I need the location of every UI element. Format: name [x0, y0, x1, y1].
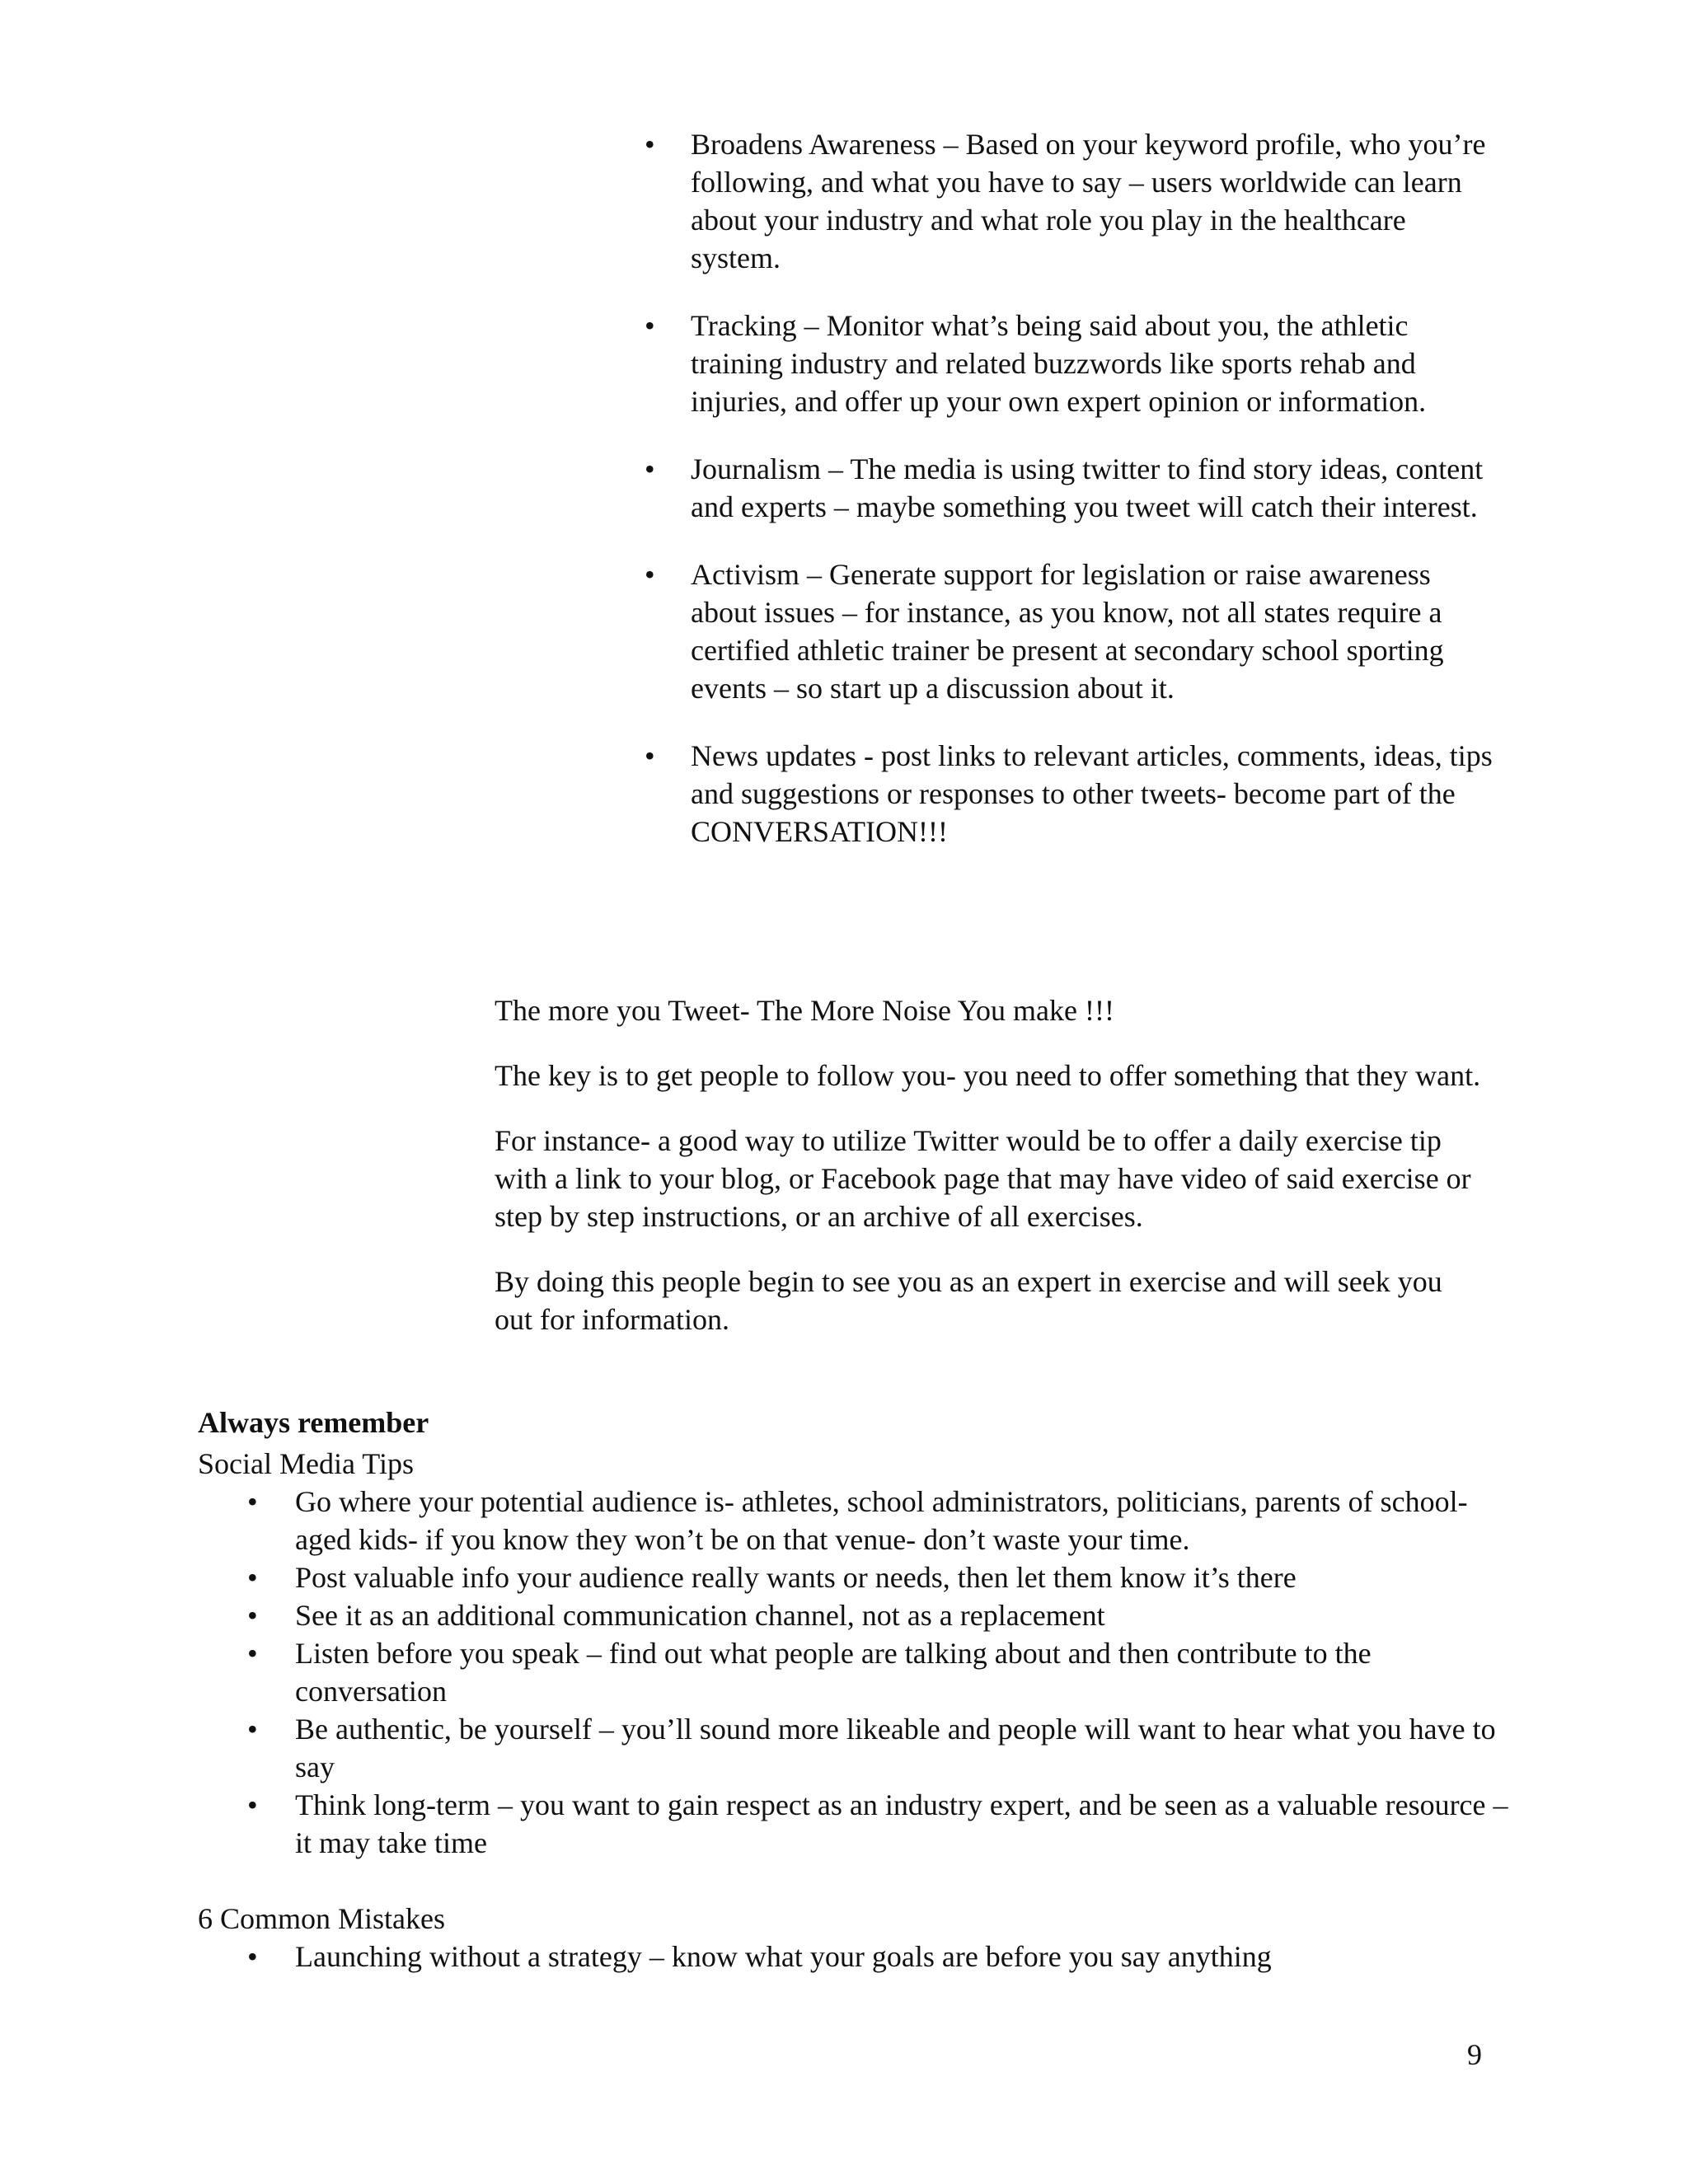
list-item-text: Activism – Generate support for legislation or raise awareness about issues – for instance, as you know, not all states require a certified athletic trainer be present at secondary school sporting events – so start up a discussion about it.	[691, 558, 1444, 705]
bullet-icon: •	[645, 128, 655, 161]
bullet-icon: •	[645, 558, 655, 591]
bullet-icon: •	[645, 309, 655, 342]
list-item	[198, 1558, 1517, 1596]
bullet-icon: •	[247, 1485, 258, 1518]
list-item-text: Think long-term – you want to gain respect as an industry expert, and be seen as a valuable resource – it may take time	[295, 1788, 1508, 1859]
social-media-tips-list	[198, 1483, 1517, 1862]
bullet-icon: •	[247, 1599, 258, 1632]
list-item	[635, 555, 1500, 707]
list-item	[198, 1938, 1517, 1975]
paragraph: For instance- a good way to utilize Twitter would be to offer a daily exercise tip with a link to your blog, or Facebook page that may have video of said exercise or step by step instructions, or an archive of all exercises.	[495, 1124, 1471, 1233]
bullet-icon: •	[247, 1561, 258, 1594]
list-item	[635, 125, 1500, 277]
list-item-text: News updates - post links to relevant articles, comments, ideas, tips and suggestions or responses to other tweets- become part of the CONVERSATION!!!	[691, 739, 1493, 848]
paragraph: The key is to get people to follow you- you need to offer something that they want.	[495, 1059, 1481, 1092]
list-item	[635, 737, 1500, 851]
list-item	[198, 1483, 1517, 1558]
common-mistakes-list	[198, 1938, 1517, 1975]
list-item	[198, 1710, 1517, 1786]
list-item-text: Be authentic, be yourself – you’ll sound more likeable and people will want to hear what you have to say	[295, 1713, 1496, 1783]
bullet-icon: •	[247, 1940, 258, 1973]
body-paragraphs	[495, 991, 1484, 1366]
list-item	[635, 450, 1500, 526]
bullet-icon: •	[645, 739, 655, 772]
paragraph: The more you Tweet- The More Noise You make !!!	[495, 994, 1114, 1027]
list-item-text: Launching without a strategy – know what your goals are before you say anything	[295, 1940, 1272, 1973]
bullet-icon: •	[247, 1788, 258, 1821]
social-media-tips-heading: Social Media Tips	[198, 1447, 415, 1480]
list-item-text: Listen before you speak – find out what people are talking about and then contribute to the conversation	[295, 1637, 1372, 1708]
page-number: 9	[1467, 2038, 1482, 2071]
always-remember-heading: Always remember	[198, 1406, 429, 1439]
benefits-list	[635, 125, 1500, 880]
list-item-text: Post valuable info your audience really wants or needs, then let them know it’s there	[295, 1561, 1296, 1594]
tips-section	[198, 1404, 1517, 2013]
list-item-text: See it as an additional communication channel, not as a replacement	[295, 1599, 1105, 1632]
list-item	[198, 1634, 1517, 1710]
list-item	[198, 1596, 1517, 1634]
common-mistakes-heading: 6 Common Mistakes	[198, 1902, 446, 1935]
paragraph: By doing this people begin to see you as an expert in exercise and will seek you out for information.	[495, 1265, 1442, 1336]
list-item-text: Journalism – The media is using twitter to find story ideas, content and experts – maybe something you tweet will catch their interest.	[691, 452, 1484, 523]
list-item-text: Go where your potential audience is- athletes, school administrators, politicians, parents of school-aged kids- if you know they won’t be on that venue- don’t waste your time.	[295, 1485, 1468, 1556]
list-item	[198, 1786, 1517, 1862]
list-item	[635, 307, 1500, 420]
list-item-text: Broadens Awareness – Based on your keyword profile, who you’re following, and what you have to say – users worldwide can learn about your industry and what role you play in the healthcare system.	[691, 128, 1486, 274]
bullet-icon: •	[247, 1713, 258, 1746]
bullet-icon: •	[247, 1637, 258, 1670]
bullet-icon: •	[645, 452, 655, 485]
list-item-text: Tracking – Monitor what’s being said about you, the athletic training industry and related buzzwords like sports rehab and injuries, and offer up your own expert opinion or information.	[691, 309, 1427, 418]
